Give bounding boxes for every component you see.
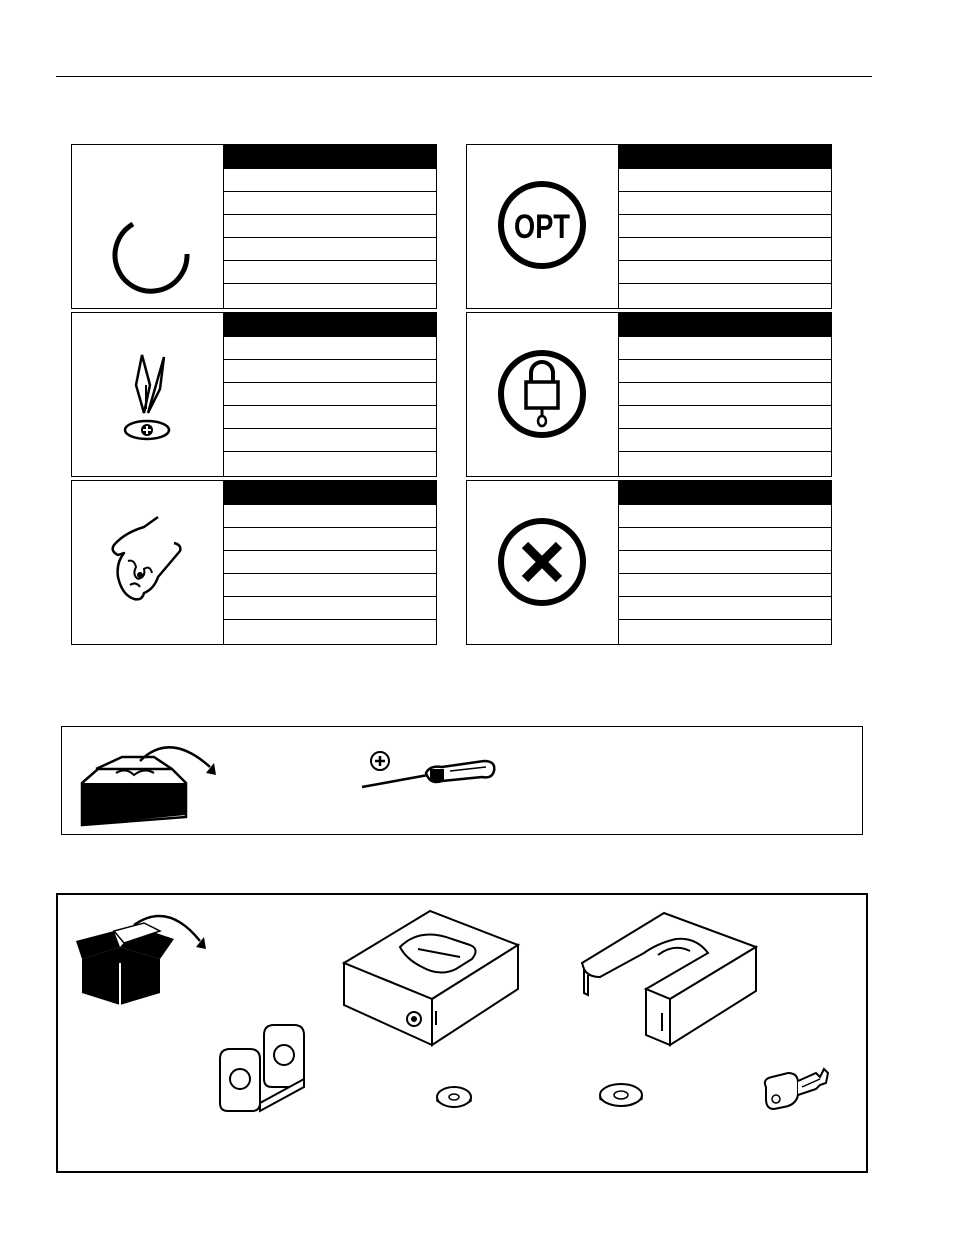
- legend-row: [619, 283, 831, 306]
- legend-row: [619, 451, 831, 474]
- legend-row: [619, 191, 831, 214]
- legend-row: [619, 428, 831, 451]
- legend-row: [619, 382, 831, 405]
- opt-icon-text: OPT: [514, 207, 570, 246]
- legend-title: [224, 481, 436, 504]
- screwdriver-phillips-icon: [72, 313, 223, 476]
- legend-row: [619, 405, 831, 428]
- x-circle-icon: [467, 481, 618, 644]
- legend-row: [224, 550, 436, 573]
- legend-row: [619, 168, 831, 191]
- legend-row: [224, 451, 436, 474]
- legend-icon-cell: [72, 145, 224, 308]
- lock-housing-part: [340, 905, 540, 1055]
- legend-panel-rotate: [71, 144, 437, 309]
- legend-panel-padlock: [466, 312, 832, 477]
- legend-row: [224, 168, 436, 191]
- legend-row: [224, 573, 436, 596]
- legend-icon-cell: [72, 481, 224, 644]
- legend-row: [619, 237, 831, 260]
- washer-part: [596, 1081, 646, 1113]
- clip-bracket-part: [578, 907, 778, 1057]
- legend-row: [224, 428, 436, 451]
- legend-icon-cell: [467, 313, 619, 476]
- legend-row: [224, 283, 436, 306]
- legend-icon-cell: [72, 313, 224, 476]
- legend-title: [619, 481, 831, 504]
- padlock-circle-icon: [467, 313, 618, 476]
- legend-row: [619, 573, 831, 596]
- legend-row: [619, 619, 831, 642]
- legend-row: [224, 405, 436, 428]
- legend-row: [619, 527, 831, 550]
- opt-circle-icon: [467, 145, 618, 308]
- key-part: [758, 1059, 838, 1119]
- legend-title: [619, 145, 831, 168]
- legend-title: [224, 313, 436, 336]
- toolbox-icon: [62, 727, 232, 834]
- legend-row: [224, 336, 436, 359]
- legend-row: [224, 527, 436, 550]
- u-bracket-part: [216, 1021, 326, 1131]
- legend-row: [224, 260, 436, 283]
- legend-panel-screwdriver: [71, 312, 437, 477]
- legend-row: [619, 504, 831, 527]
- legend-row: [619, 596, 831, 619]
- open-box-icon: [64, 901, 214, 1011]
- legend-title: [224, 145, 436, 168]
- legend-row: [224, 619, 436, 642]
- legend-row: [224, 359, 436, 382]
- legend-row: [619, 214, 831, 237]
- legend-row: [224, 237, 436, 260]
- rotate-arrow-icon: [72, 145, 223, 308]
- legend-row: [619, 336, 831, 359]
- legend-title: [619, 313, 831, 336]
- legend-icon-cell: [467, 481, 619, 644]
- legend-panel-hand: [71, 480, 437, 645]
- legend-row: [224, 596, 436, 619]
- header-rule: [56, 76, 872, 77]
- legend-row: [619, 260, 831, 283]
- legend-panel-x: [466, 480, 832, 645]
- legend-row: [224, 382, 436, 405]
- parts-box: [56, 893, 868, 1173]
- legend-row: [224, 214, 436, 237]
- phillips-screwdriver-icon: [358, 747, 518, 817]
- legend-panel-opt: [466, 144, 832, 309]
- legend-row: [224, 191, 436, 214]
- legend-icon-cell: [467, 145, 619, 308]
- tools-box: [61, 726, 863, 835]
- legend-row: [619, 359, 831, 382]
- legend-row: [224, 504, 436, 527]
- hand-pinch-icon: [72, 481, 223, 644]
- washer-part: [434, 1083, 474, 1113]
- legend-row: [619, 550, 831, 573]
